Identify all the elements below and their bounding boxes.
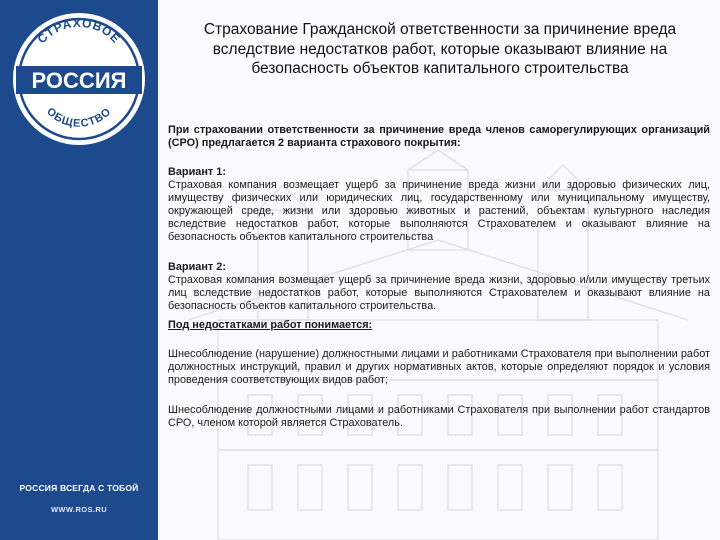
slogan: РОССИЯ ВСЕГДА С ТОБОЙ <box>19 483 139 493</box>
slide-body <box>168 124 710 430</box>
intro-text: При страховании ответственности за причинение вреда членов саморегулирующих организаций (СРО) предлагается 2 варианта страхового покрытия: <box>168 124 710 149</box>
defect-text: несоблюдение (нарушение) должностными лицами и работниками Страхователя при выполнении работ должностных инструкций, правил и других нормативных актов, которые определяют порядок и условия проведения соответствующих видов работ; <box>168 348 710 386</box>
defects-heading: Под недостатками работ понимается: <box>168 319 373 331</box>
variant-1-text: Страховая компания возмещает ущерб за причинение вреда жизни или здоровью физических лиц, имуществу физических или юридических лиц, государственному или муниципальному имуществу, окружающей среде, жизни или здоровью животных и растений, объектам культурного наследия вследствие недостатков работ, которые выполняются Страхователем и оказывают влияние на безопасность объектов капитального строительства <box>168 179 710 243</box>
website-link[interactable]: WWW.ROS.RU <box>50 505 108 514</box>
bullet-marker: Ш <box>168 348 178 360</box>
logo-bottom-text: ОБЩЕСТВО <box>44 105 114 130</box>
defect-text: несоблюдение должностными лицами и работниками Страхователя при выполнении работ стандартов СРО, членом которой является Страхователь. <box>168 404 710 429</box>
logo-top-text: СТРАХОВОЕ <box>34 15 124 47</box>
variant-1-heading: Вариант 1: <box>168 166 226 178</box>
defect-item-2 <box>168 404 710 430</box>
bullet-marker: Ш <box>168 404 178 416</box>
brand-sidebar <box>0 0 158 540</box>
defects-heading-row <box>168 319 710 332</box>
variant-2-heading: Вариант 2: <box>168 261 226 273</box>
variant-2-text: Страховая компания возмещает ущерб за причинение вреда жизни, здоровью и/или имуществу третьих лиц вследствие недостатков работ, которые выполняются Страхователем и оказывают влияние на безопасность объектов капитального строительства. <box>168 274 710 312</box>
logo-main-text: РОССИЯ <box>31 68 127 93</box>
company-logo[interactable] <box>8 8 150 150</box>
page-title: Страхование Гражданской ответственности за причинение вреда вследствие недостатков работ, которые оказывают влияние на безопасность объектов капитального строительства <box>203 21 677 77</box>
defect-item-1 <box>168 348 710 387</box>
